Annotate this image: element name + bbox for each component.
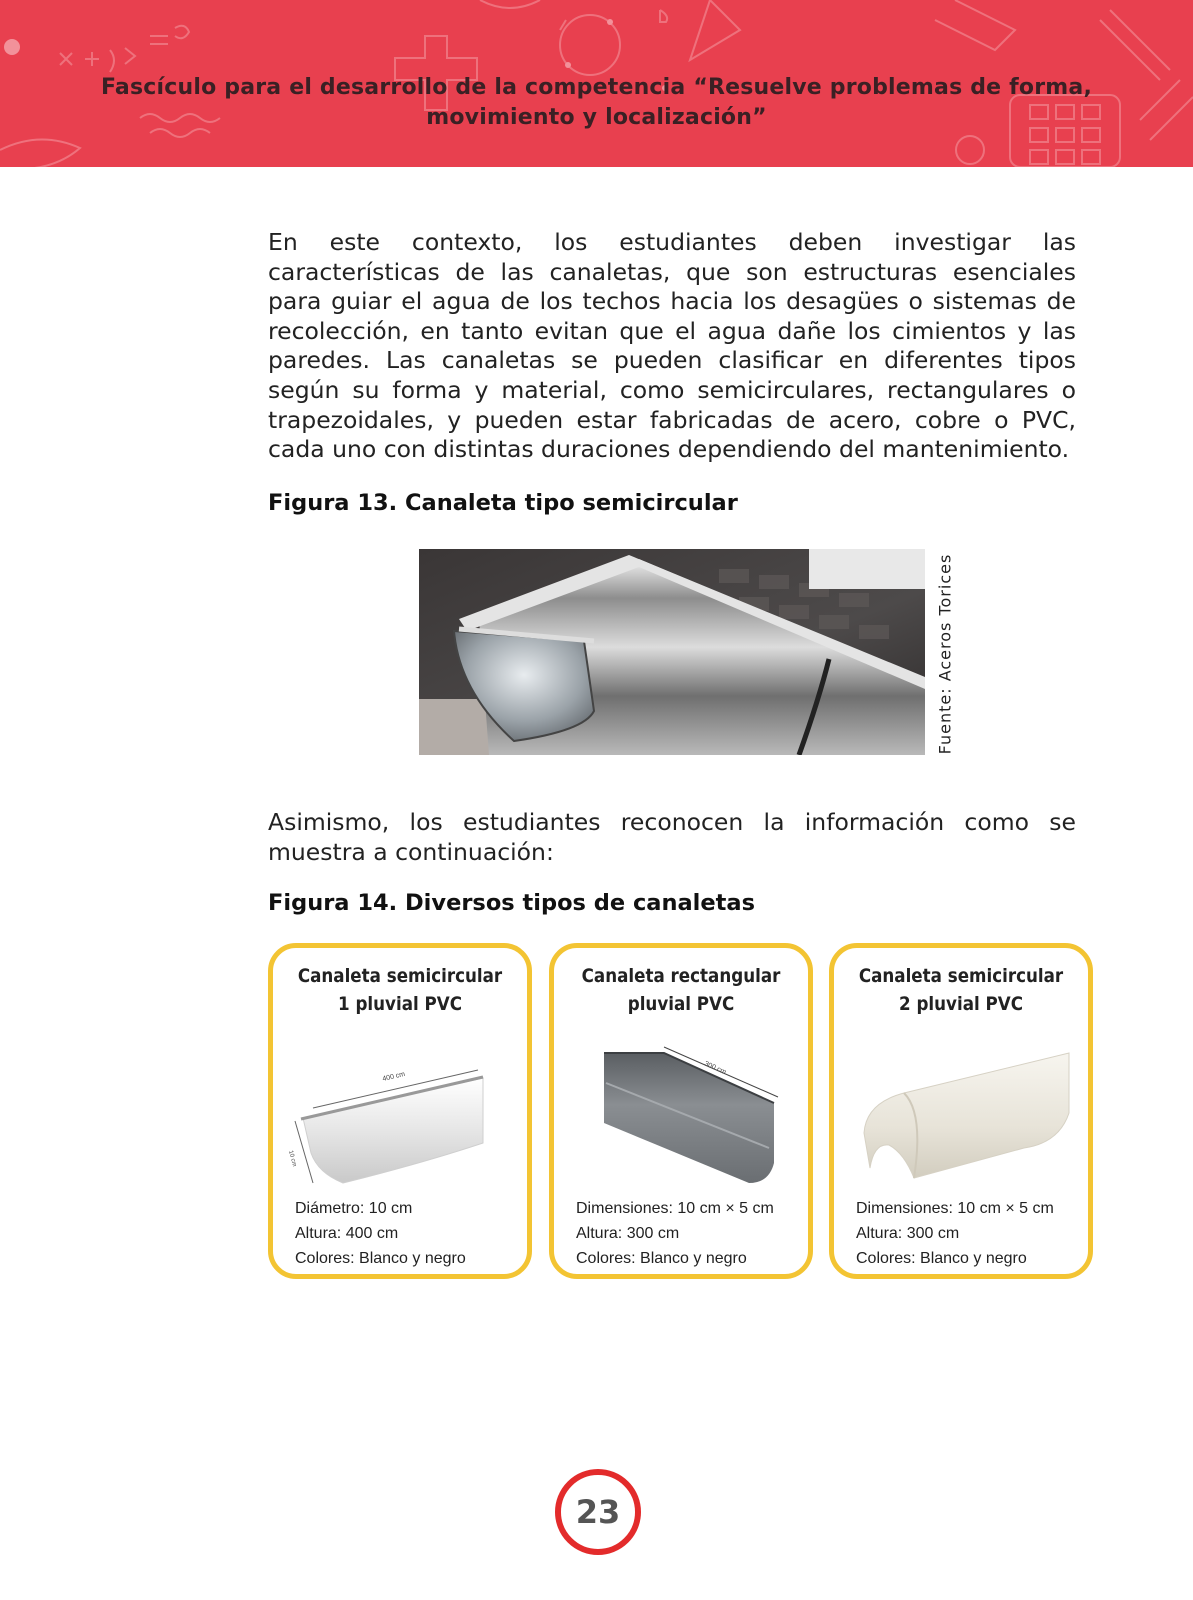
card-spec-colors: Colores: Blanco y negro [295, 1250, 466, 1267]
card-dim-top-text: 400 cm [381, 1070, 406, 1083]
middle-paragraph: Asimismo, los estudiantes reconocen la información como se muestra a continuación: [268, 808, 1076, 866]
card-title-line2: pluvial PVC [627, 993, 735, 1015]
card-product-image-cream-half-pipe-gutter [844, 1033, 1078, 1193]
header-title [0, 73, 1193, 133]
card-spec-height: Altura: 400 cm [295, 1225, 399, 1242]
figure13-caption-block [268, 490, 1076, 516]
page-header [0, 0, 1193, 167]
card-dim-top-text: 300 cm [703, 1060, 728, 1077]
card-title-line2: 1 pluvial PVC [338, 993, 462, 1015]
card-spec-height: Altura: 300 cm [576, 1225, 680, 1242]
gutter-card-rectangular [549, 943, 813, 1279]
card-spec-colors: Colores: Blanco y negro [576, 1250, 747, 1267]
card-dim-side-text: 10 cm [287, 1149, 298, 1168]
card-spec-diameter: Diámetro: 10 cm [295, 1200, 413, 1217]
card-spec-dimensions: Dimensiones: 10 cm × 5 cm [856, 1200, 1054, 1217]
gutter-card-semicircular-1 [268, 943, 532, 1279]
middle-section [268, 808, 1076, 867]
card-spec-colors: Colores: Blanco y negro [856, 1250, 1027, 1267]
card-spec-height: Altura: 300 cm [856, 1225, 960, 1242]
card-title [569, 962, 793, 1018]
card-title-line1: Canaleta semicircular [297, 965, 503, 987]
page-number: 23 [575, 1493, 621, 1531]
figure13-gutter-photo [419, 549, 925, 755]
figure13-title: Figura 13. Canaleta tipo semicircular [268, 490, 738, 516]
card-product-image-white-half-round-gutter [283, 1033, 517, 1193]
figure14-caption-block [268, 890, 1076, 916]
figure13-source-caption [934, 548, 956, 760]
page-number-badge [554, 1468, 642, 1556]
card-title [288, 962, 512, 1018]
figure13-source-text: Fuente: Aceros Torices [935, 553, 955, 755]
intro-section [268, 228, 1076, 465]
card-title [849, 962, 1073, 1018]
card-title-line1: Canaleta semicircular [858, 965, 1064, 987]
card-specs [576, 1196, 796, 1271]
card-spec-dimensions: Dimensiones: 10 cm × 5 cm [576, 1200, 774, 1217]
header-title-line2: movimiento y localización” [426, 105, 767, 130]
card-specs [295, 1196, 515, 1271]
intro-paragraph: En este contexto, los estudiantes deben investigar las características de las canaletas, que son estructuras esenciales para guiar el agua de los techos hacia los desagües o sistemas de recolección, en tanto evitan que el agua dañe los cimientos y las paredes. Las canaletas se pueden clasificar en diferentes tipos según su forma y material, como semicirculares, rectangulares o trapezoidales, y pueden estar fabricadas de acero, cobre o PVC, cada uno con distintas duraciones dependiendo del mantenimiento. [268, 228, 1076, 464]
card-product-image-grey-rectangular-gutter [564, 1033, 798, 1193]
header-title-line1: Fascículo para el desarrollo de la competencia “Resuelve problemas de forma, [100, 75, 1093, 100]
card-title-line1: Canaleta rectangular [581, 965, 781, 987]
figure14-title: Figura 14. Diversos tipos de canaletas [268, 890, 755, 916]
card-title-line2: 2 pluvial PVC [899, 993, 1023, 1015]
card-specs [856, 1196, 1076, 1271]
gutter-card-semicircular-2 [829, 943, 1093, 1279]
